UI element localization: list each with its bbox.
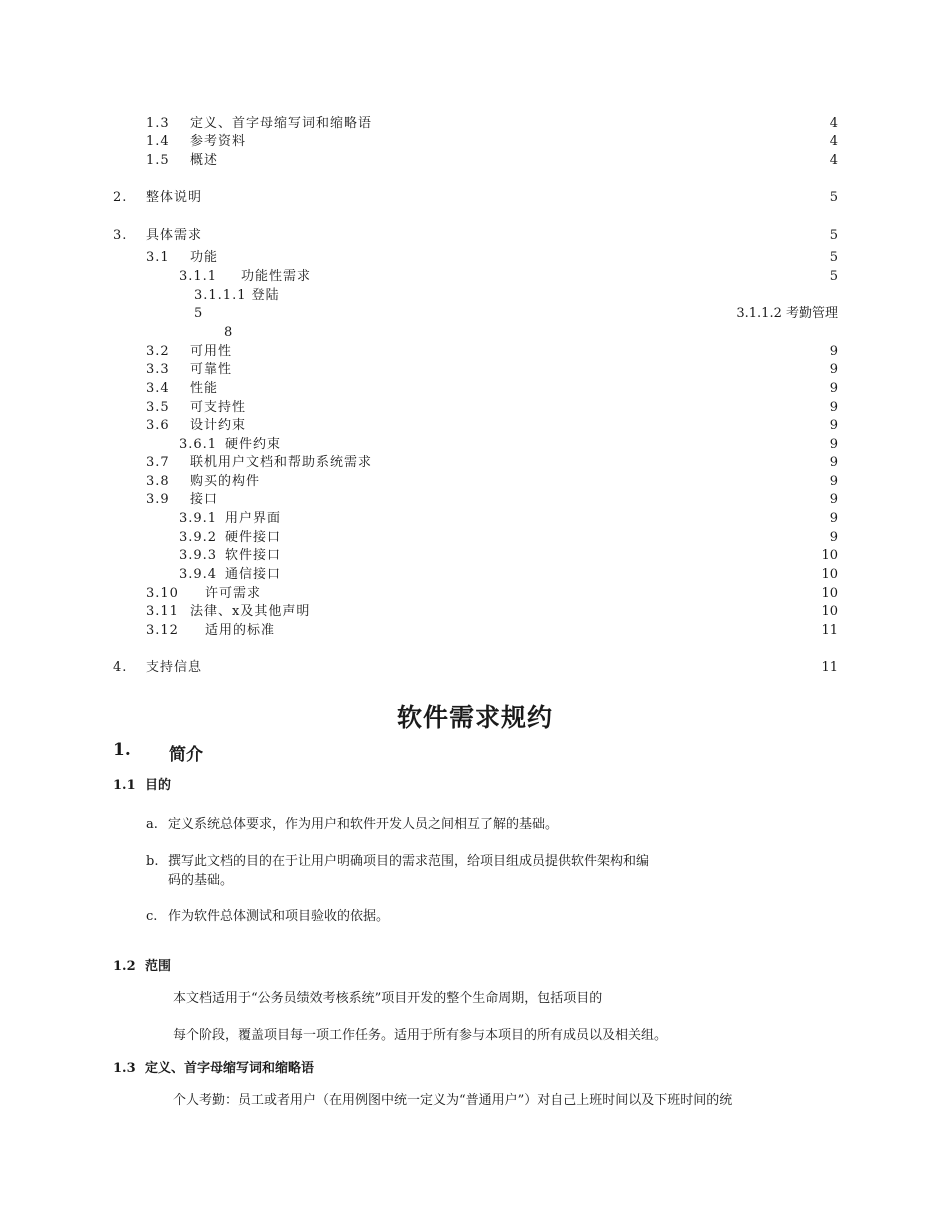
toc-entry[interactable] xyxy=(0,324,950,342)
toc-title: 可支持性 xyxy=(190,400,247,415)
subsection-number: 1.1 xyxy=(113,778,136,793)
toc-number: 3.2 xyxy=(146,344,170,359)
subsection-title: 定义、首字母缩写词和缩略语 xyxy=(145,1061,315,1076)
toc-number: 2. xyxy=(113,190,128,205)
toc-entry[interactable] xyxy=(0,529,950,547)
toc-title: 用户界面 xyxy=(225,511,282,526)
toc-entry[interactable] xyxy=(0,380,950,398)
toc-entry[interactable] xyxy=(0,343,950,361)
toc-title: 功能 xyxy=(190,250,219,265)
list-marker: a. xyxy=(146,817,158,832)
toc-entry[interactable] xyxy=(0,417,950,435)
toc-number: 3.11 xyxy=(146,604,179,619)
toc-title: 许可需求 xyxy=(205,586,262,601)
toc-page-number: 5 xyxy=(829,228,838,243)
list-marker: b. xyxy=(146,854,159,869)
toc-title: 硬件接口 xyxy=(225,530,282,545)
toc-number: 3.4 xyxy=(146,381,170,396)
toc-entry[interactable] xyxy=(0,399,950,417)
toc-entry[interactable] xyxy=(0,189,950,207)
toc-number: 1.4 xyxy=(146,134,170,149)
toc-title: 3.1.1.2 考勤管理 xyxy=(736,306,838,321)
list-marker: c. xyxy=(146,909,158,924)
toc-entry[interactable] xyxy=(0,249,950,267)
toc-entry[interactable] xyxy=(0,603,950,621)
toc-page-number: 9 xyxy=(829,344,838,359)
toc-entry[interactable] xyxy=(0,305,950,323)
toc-title: 可靠性 xyxy=(190,362,233,377)
toc-page-number: 4 xyxy=(829,116,838,131)
toc-number: 3.7 xyxy=(146,455,170,470)
toc-entry[interactable] xyxy=(0,436,950,454)
toc-page-number: 9 xyxy=(829,418,838,433)
subsection-heading xyxy=(113,955,171,974)
toc-entry[interactable] xyxy=(0,585,950,603)
toc-title: 联机用户文档和帮助系统需求 xyxy=(190,455,373,470)
subsection-title: 范围 xyxy=(145,959,172,974)
toc-page-number: 10 xyxy=(821,548,838,563)
toc-number: 3.9.4 xyxy=(179,567,218,582)
toc-entry[interactable] xyxy=(0,227,950,245)
toc-entry[interactable] xyxy=(0,473,950,491)
toc-title: 设计约束 xyxy=(190,418,247,433)
toc-number: 1.5 xyxy=(146,153,170,168)
list-text: 作为软件总体测试和项目验收的依据。 xyxy=(168,909,390,924)
toc-title: 3.1.1.1 登陆 xyxy=(194,288,280,303)
toc-page-number: 4 xyxy=(829,134,838,149)
toc-number: 3.3 xyxy=(146,362,170,377)
toc-number: 4. xyxy=(113,660,128,675)
toc-number: 3. xyxy=(113,228,128,243)
toc-number: 3.10 xyxy=(146,586,179,601)
subsection-number: 1.2 xyxy=(113,959,136,974)
section-number: 1. xyxy=(113,740,131,760)
list-text: 定义系统总体要求，作为用户和软件开发人员之间相互了解的基础。 xyxy=(168,817,559,832)
toc-entry[interactable] xyxy=(0,547,950,565)
toc-title: 支持信息 xyxy=(146,660,203,675)
subsection-number: 1.3 xyxy=(113,1061,136,1076)
toc-number: 3.6 xyxy=(146,418,170,433)
toc-title: 通信接口 xyxy=(225,567,282,582)
toc-page-number: 9 xyxy=(829,474,838,489)
toc-page-number: 9 xyxy=(829,530,838,545)
toc-number: 3.9.2 xyxy=(179,530,218,545)
toc-page-number: 5 xyxy=(829,269,838,284)
toc-title: 适用的标准 xyxy=(205,623,276,638)
toc-entry[interactable] xyxy=(0,454,950,472)
toc-page-number: 9 xyxy=(829,400,838,415)
toc-page-number: 10 xyxy=(821,567,838,582)
toc-number: 3.5 xyxy=(146,400,170,415)
toc-entry[interactable] xyxy=(0,566,950,584)
toc-page-number: 5 xyxy=(194,306,204,321)
subsection-heading xyxy=(113,1057,314,1076)
toc-title: 接口 xyxy=(190,492,219,507)
toc-number: 3.1 xyxy=(146,250,170,265)
toc-page-number: 9 xyxy=(829,492,838,507)
toc-page-number: 8 xyxy=(224,325,234,340)
toc-entry[interactable] xyxy=(0,287,950,305)
toc-page-number: 9 xyxy=(829,381,838,396)
subsection-heading xyxy=(113,774,171,793)
toc-title: 概述 xyxy=(190,153,219,168)
body-paragraph: 本文档适用于“公务员绩效考核系统”项目开发的整个生命周期，包括项目的 xyxy=(173,991,603,1006)
toc-page-number: 11 xyxy=(821,660,838,675)
toc-entry[interactable] xyxy=(0,152,950,170)
toc-entry[interactable] xyxy=(0,361,950,379)
subsection-title: 目的 xyxy=(145,778,172,793)
toc-title: 定义、首字母缩写词和缩略语 xyxy=(190,116,373,131)
toc-page-number: 9 xyxy=(829,455,838,470)
toc-number: 3.9 xyxy=(146,492,170,507)
toc-page-number: 9 xyxy=(829,511,838,526)
toc-title: 功能性需求 xyxy=(241,269,312,284)
toc-entry[interactable] xyxy=(0,622,950,640)
toc-title: 硬件约束 xyxy=(225,437,282,452)
toc-page-number: 9 xyxy=(829,437,838,452)
toc-number: 3.12 xyxy=(146,623,179,638)
toc-entry[interactable] xyxy=(0,268,950,286)
toc-number: 3.9.1 xyxy=(179,511,218,526)
toc-entry[interactable] xyxy=(0,115,950,133)
toc-title: 参考资料 xyxy=(190,134,247,149)
list-text-continued: 码的基础。 xyxy=(168,873,234,888)
document-title: 软件需求规约 xyxy=(396,703,553,732)
toc-page-number: 5 xyxy=(829,190,838,205)
toc-title: 可用性 xyxy=(190,344,233,359)
toc-title: 法律、x及其他声明 xyxy=(190,604,311,619)
toc-title: 软件接口 xyxy=(225,548,282,563)
list-text: 撰写此文档的目的在于让用户明确项目的需求范围，给项目组成员提供软件架构和编 xyxy=(168,854,650,869)
toc-title: 具体需求 xyxy=(146,228,203,243)
body-paragraph: 个人考勤：员工或者用户（在用例图中统一定义为“普通用户”）对自己上班时间以及下班时间的统 xyxy=(173,1093,733,1108)
toc-page-number: 10 xyxy=(821,604,838,619)
section-title: 简介 xyxy=(169,745,203,765)
toc-number: 3.9.3 xyxy=(179,548,218,563)
toc-entry[interactable] xyxy=(0,491,950,509)
toc-number: 1.3 xyxy=(146,116,170,131)
toc-entry[interactable] xyxy=(0,510,950,528)
toc-number: 3.8 xyxy=(146,474,170,489)
toc-title: 性能 xyxy=(190,381,219,396)
toc-entry[interactable] xyxy=(0,133,950,151)
toc-page-number: 5 xyxy=(829,250,838,265)
toc-title: 整体说明 xyxy=(146,190,203,205)
toc-page-number: 9 xyxy=(829,362,838,377)
toc-page-number: 4 xyxy=(829,153,838,168)
toc-page-number: 10 xyxy=(821,586,838,601)
toc-page-number: 11 xyxy=(821,623,838,638)
body-paragraph: 每个阶段，覆盖项目每一项工作任务。适用于所有参与本项目的所有成员以及相关组。 xyxy=(173,1028,668,1043)
toc-number: 3.6.1 xyxy=(179,437,218,452)
toc-title: 购买的构件 xyxy=(190,474,261,489)
toc-entry[interactable] xyxy=(0,659,950,677)
toc-number: 3.1.1 xyxy=(179,269,218,284)
